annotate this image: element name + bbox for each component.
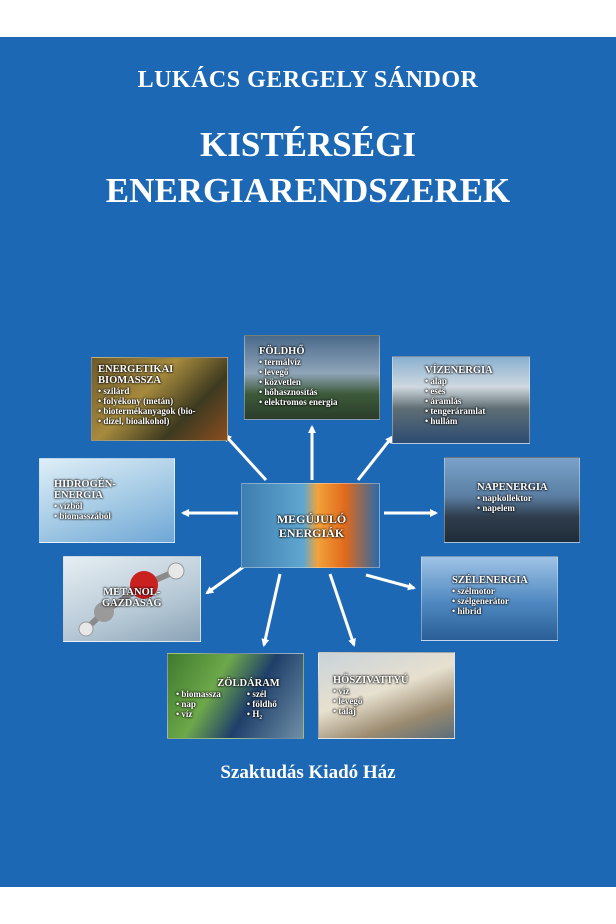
arrow-to-biomassza — [225, 435, 266, 480]
tile-megujulo-energiak — [241, 483, 380, 568]
list-item: • tengeráramlat — [425, 406, 493, 416]
list-item: • dízel, bioalkohol) — [98, 416, 196, 426]
arrow-to-szelenergia — [366, 575, 414, 588]
list-item: • földhő — [247, 699, 277, 709]
tile-metanol — [63, 556, 201, 642]
napenergia-text — [477, 482, 548, 513]
list-item: • szél — [247, 689, 277, 699]
metanol-text — [102, 587, 162, 609]
tile-hidrogen — [39, 458, 175, 543]
vizenergia-heading: VÍZENERGIA — [425, 365, 493, 376]
zoldaram-text — [176, 678, 301, 719]
list-item: • hőhasznosítás — [259, 387, 337, 397]
arrow-to-hoszivattyu — [330, 574, 354, 645]
hidrogen-heading-2: ENERGIA — [54, 490, 104, 501]
list-item: • nap — [176, 699, 221, 709]
metanol-heading-1: METANOL- — [103, 587, 161, 598]
list-item: • esés — [425, 386, 493, 396]
tile-hoszivattyu — [318, 652, 455, 739]
list-item: • biomassza — [176, 689, 221, 699]
list-item: • napelem — [477, 503, 548, 513]
arrow-to-zoldaram — [264, 574, 280, 645]
tile-zoldaram — [167, 653, 304, 739]
list-item: • hullám — [425, 416, 493, 426]
biomassza-list — [98, 386, 196, 426]
list-item: • közvetlen — [259, 377, 337, 387]
hoszivattyu-text — [333, 675, 408, 716]
tile-biomassza — [91, 357, 228, 441]
list-item: • folyékony (metán) — [98, 396, 196, 406]
list-item: • víz — [176, 709, 221, 719]
title-line-1: KISTÉRSÉGI — [200, 125, 416, 164]
tile-napenergia — [444, 457, 580, 543]
zoldaram-list-right — [247, 689, 277, 719]
list-item: • szélgenerátor — [452, 596, 528, 606]
list-item: • H₂ — [247, 709, 277, 719]
szelenergia-text — [452, 575, 528, 616]
foldho-list — [259, 357, 337, 407]
center-text — [242, 512, 380, 540]
center-heading-1: MEGÚJULÓ — [276, 512, 347, 526]
szelenergia-heading: SZÉLENERGIA — [452, 575, 528, 586]
zoldaram-list-left — [176, 689, 221, 719]
author-name: LUKÁCS GERGELY SÁNDOR — [137, 67, 479, 93]
list-item: • szélmotor — [452, 586, 528, 596]
zoldaram-heading: ZÖLDÁRAM — [217, 678, 280, 689]
hidrogen-text — [54, 479, 116, 521]
list-item: • napkollektor — [477, 493, 548, 503]
center-heading-2: ENERGIÁK — [278, 526, 345, 540]
tile-vizenergia — [392, 356, 530, 444]
napenergia-heading: NAPENERGIA — [477, 482, 548, 493]
metanol-heading-2: GAZDASÁG — [102, 598, 162, 609]
list-item: • termálvíz — [259, 357, 337, 367]
biomassza-heading-2: BIOMASSZA — [98, 375, 162, 386]
list-item: • áramlás — [425, 396, 493, 406]
list-item: • víz — [333, 686, 408, 696]
list-item: • biomasszából — [54, 511, 116, 521]
publisher-name: Szaktudás Kiadó Ház — [220, 762, 396, 783]
hidrogen-heading-1: HIDROGÉN- — [54, 479, 116, 490]
foldho-text — [259, 346, 337, 407]
arrow-to-metanol — [207, 565, 246, 593]
list-item: • talaj — [333, 706, 408, 716]
foldho-heading: FÖLDHŐ — [259, 346, 305, 357]
list-item: • szilárd — [98, 386, 196, 396]
hoszivattyu-heading: HŐSZIVATTYÚ — [333, 675, 409, 686]
hidrogen-list — [54, 501, 116, 521]
list-item: • biotermékanyagok (bio- — [98, 406, 196, 416]
vizenergia-list — [425, 376, 493, 426]
list-item: • levegő — [333, 696, 408, 706]
list-item: • hibrid — [452, 606, 528, 616]
hoszivattyu-list — [333, 686, 408, 716]
tile-szelenergia — [421, 556, 558, 641]
arrow-to-vizenergia — [358, 437, 392, 480]
title-line-2: ENERGIARENDSZEREK — [105, 171, 511, 210]
biomassza-heading-1: ENERGETIKAI — [98, 364, 174, 375]
szelenergia-list — [452, 586, 528, 616]
napenergia-list — [477, 493, 548, 513]
tile-foldho — [244, 335, 380, 420]
list-item: • alap — [425, 376, 493, 386]
list-item: • vízből — [54, 501, 116, 511]
vizenergia-text — [425, 365, 493, 426]
list-item: • levegő — [259, 367, 337, 377]
biomassza-text — [98, 364, 196, 426]
list-item: • elektromos energia — [259, 397, 337, 407]
